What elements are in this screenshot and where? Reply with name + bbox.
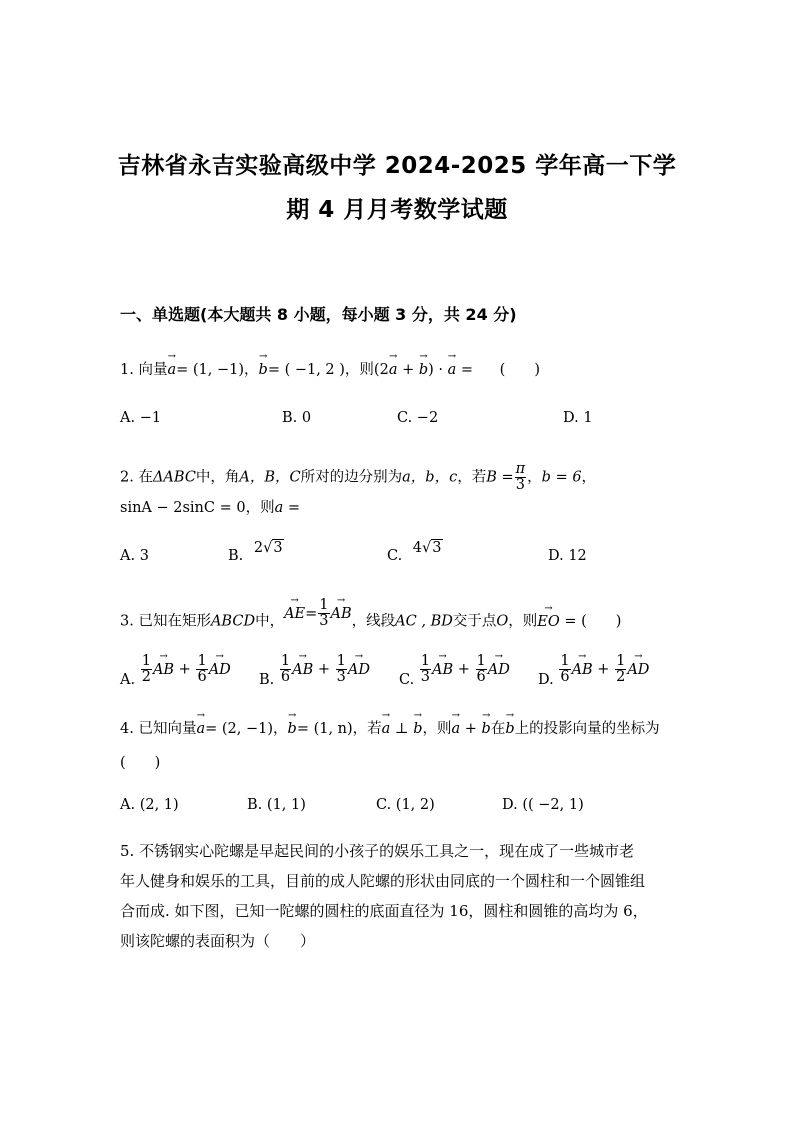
question-1: 1. 向量→ a= (1, −1)，→ b= ( −1, 2 )，则(2→ a + → b) · → a = ( ) <box>120 358 540 379</box>
q3-option-b: B. $\frac{1}{6}$ → AB + $\frac{1}{3}$ → AD <box>259 654 370 685</box>
q4-option-d: D. (( −2, 1) <box>502 797 584 813</box>
q5-line-2: 年人健身和娱乐的工具，目前的成人陀螺的形状由同底的一个圆柱和一个圆锥组 <box>120 872 646 890</box>
q1-option-d: D. 1 <box>563 410 593 426</box>
q5-line-3: 合而成. 如下图，已知一陀螺的圆柱的底面直径为 16，圆柱和圆锥的高均为 6， <box>120 902 648 920</box>
vector-b: → b <box>259 362 268 378</box>
question-2-line-2: sinA − 2sinC = 0，则a = <box>120 500 300 516</box>
q4-option-a: A. (2, 1) <box>120 797 179 813</box>
q2-option-a: A. 3 <box>120 548 149 564</box>
title-line-2: 期 4 月月考数学试题 <box>286 197 508 223</box>
q1-option-b: B. 0 <box>282 410 312 426</box>
q4-option-c: C. (1, 2) <box>376 797 435 813</box>
q2-option-c: C. 4√3 <box>387 540 442 564</box>
q2-option-d: D. 12 <box>548 548 587 564</box>
section-header: 一、单选题(本大题共 8 小题，每小题 3 分，共 24 分) <box>120 305 517 324</box>
question-4-blank: ( ) <box>120 755 161 771</box>
answer-blank: = ( ) <box>564 613 622 630</box>
question-3: 3. 已知在矩形ABCD中，→ AE= $\frac{1}{3}$ → AB，线段AC , BD交于点O，则→ EO = ( ) <box>120 606 621 637</box>
q3-option-d: D. $\frac{1}{6}$ → AB + $\frac{1}{2}$ → AD <box>538 654 649 685</box>
answer-blank: ( ) <box>499 362 540 378</box>
vector-a: → a <box>167 362 176 378</box>
q5-line-1: 5. 不锈钢实心陀螺是早起民间的小孩子的娱乐工具之一，现在成了一些城市老 <box>120 842 635 860</box>
q1-option-c: C. −2 <box>397 410 439 426</box>
q3-option-a: A. $\frac{1}{2}$ → AB + $\frac{1}{6}$ → AD <box>120 654 231 685</box>
question-4: 4. 已知向量→ a= (2, −1)，→ b= (1, n)，若→ a ⊥ → b，则→ a + → b在→ b上的投影向量的坐标为 <box>120 717 660 738</box>
title-line-1: 吉林省永吉实验高级中学 2024-2025 学年高一下学 <box>117 153 677 179</box>
question-2-line-1: 2. 在ΔABC中，角A，B，C所对的边分别为a，b，c，若B = $\frac{\pi}{3}$ ，b = 6， <box>120 461 597 494</box>
q1-option-a: A. −1 <box>120 410 162 426</box>
q2-option-b: B. 2√3 <box>228 540 283 564</box>
q4-option-b: B. (1, 1) <box>247 797 306 813</box>
q3-option-c: C. $\frac{1}{3}$ → AB + $\frac{1}{6}$ → AD <box>399 654 510 685</box>
question-5 <box>120 836 680 956</box>
q5-line-4: 则该陀螺的表面积为（ ） <box>120 932 316 950</box>
